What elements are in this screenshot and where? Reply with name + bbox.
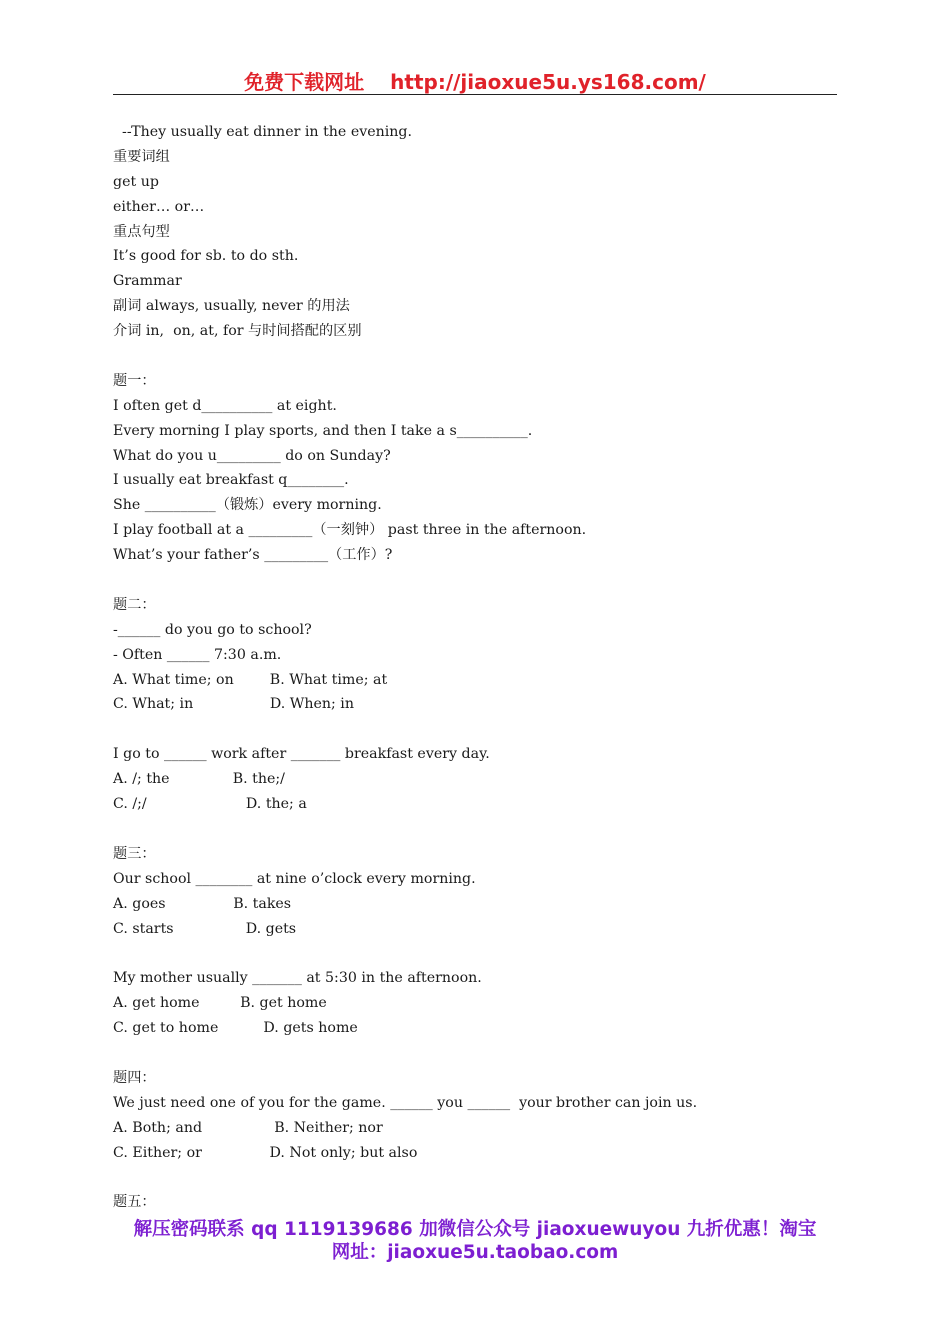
text-line: C. starts D. gets xyxy=(113,920,297,937)
text-line: I often get d__________ at eight. xyxy=(113,397,337,414)
header-divider xyxy=(113,94,837,95)
header-url-link[interactable]: http://jiaoxue5u.ys168.com/ xyxy=(390,70,706,94)
text-line: I play football at a _________（一刻钟） past three in the afternoon. xyxy=(113,522,587,539)
text-line: She __________（锻炼）every morning. xyxy=(113,497,382,514)
text-line: We just need one of you for the game. ______ you ______ your brother can join us. xyxy=(113,1094,698,1111)
text-line: What’s your father’s _________（工作）? xyxy=(113,547,393,564)
text-line: 重点句型 xyxy=(113,223,170,240)
document-body xyxy=(113,120,853,1215)
text-line: My mother usually _______ at 5:30 in the afternoon. xyxy=(113,970,482,987)
footer-shop-link[interactable]: 网址：jiaoxue5u.taobao.com xyxy=(331,1242,619,1263)
text-line: I go to ______ work after _______ breakfast every day. xyxy=(113,746,490,763)
text-line: Every morning I play sports, and then I take a s__________. xyxy=(113,422,533,439)
text-line xyxy=(113,817,853,842)
text-line: What do you u_________ do on Sunday? xyxy=(113,447,391,464)
page-footer xyxy=(0,1218,950,1264)
text-line: 题四： xyxy=(113,1069,156,1086)
text-line xyxy=(113,1165,853,1190)
text-line: A. Both; and B. Neither; nor xyxy=(113,1119,383,1136)
text-line: A. goes B. takes xyxy=(113,895,292,912)
text-line: Grammar xyxy=(113,273,182,290)
text-line: 题五： xyxy=(113,1194,156,1211)
text-line: I usually eat breakfast q________. xyxy=(113,472,349,489)
text-line: C. /;/ D. the; a xyxy=(113,796,307,813)
text-line: - Often ______ 7:30 a.m. xyxy=(113,646,282,663)
text-line xyxy=(113,1041,853,1066)
text-line xyxy=(113,344,853,369)
text-line xyxy=(113,568,853,593)
footer-contact-line: 解压密码联系 qq 1119139686 加微信公众号 jiaoxuewuyou 九折优惠！淘宝 xyxy=(133,1219,817,1240)
text-line: -______ do you go to school? xyxy=(113,621,312,638)
text-line: A. get home B. get home xyxy=(113,995,327,1012)
text-line: either… or… xyxy=(113,198,205,215)
text-line: Our school ________ at nine o’clock every morning. xyxy=(113,870,476,887)
text-line: 介词 in, on, at, for 与时间搭配的区别 xyxy=(113,323,362,340)
header-site-label: 免费下载网址 xyxy=(244,70,365,94)
text-line: 重要词组 xyxy=(113,148,170,165)
text-line xyxy=(113,717,853,742)
text-line: 题三： xyxy=(113,845,156,862)
text-line: A. /; the B. the;/ xyxy=(113,771,285,788)
text-line: It’s good for sb. to do sth. xyxy=(113,248,299,265)
text-line: C. What; in D. When; in xyxy=(113,696,354,713)
text-line: 题二： xyxy=(113,596,156,613)
text-line: A. What time; on B. What time; at xyxy=(113,671,388,688)
page-header xyxy=(0,66,950,95)
text-line: 副词 always, usually, never 的用法 xyxy=(113,298,350,315)
text-line xyxy=(113,941,853,966)
text-line: C. get to home D. gets home xyxy=(113,1020,358,1037)
text-line: 题一： xyxy=(113,372,156,389)
text-line: --They usually eat dinner in the evening. xyxy=(113,124,413,140)
text-line: get up xyxy=(113,173,159,190)
text-line: C. Either; or D. Not only; but also xyxy=(113,1144,418,1161)
